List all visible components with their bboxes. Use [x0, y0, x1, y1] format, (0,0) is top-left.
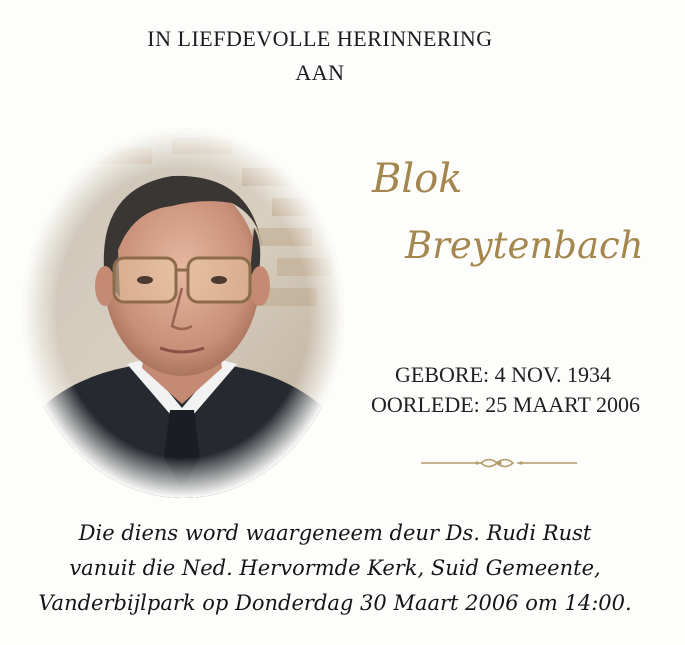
service-line-3: Vanderbijlpark op Donderdag 30 Maart 2006 om 14:00.: [38, 591, 632, 615]
memorial-header: IN LIEFDEVOLLE HERINNERING: [147, 26, 493, 51]
service-line-1: Die diens word waargeneem deur Ds. Rudi Rust: [78, 521, 592, 545]
death-date-row: [348, 390, 640, 420]
last-name: Breytenbach: [405, 224, 644, 267]
dates-block: [348, 360, 640, 420]
birth-date: 4 NOV. 1934: [494, 362, 611, 387]
memorial-header-aan: AAN: [295, 60, 345, 85]
birth-label: GEBORE:: [395, 362, 490, 387]
death-label: OORLEDE:: [371, 392, 480, 417]
portrait-photo: [22, 128, 344, 498]
death-date: 25 MAART 2006: [485, 392, 640, 417]
service-details: [0, 516, 670, 621]
first-name: Blok: [372, 156, 463, 202]
ornament-divider: [419, 454, 579, 476]
service-line-2: vanuit die Ned. Hervormde Kerk, Suid Gemeente,: [69, 556, 601, 580]
birth-date-row: [348, 360, 640, 390]
